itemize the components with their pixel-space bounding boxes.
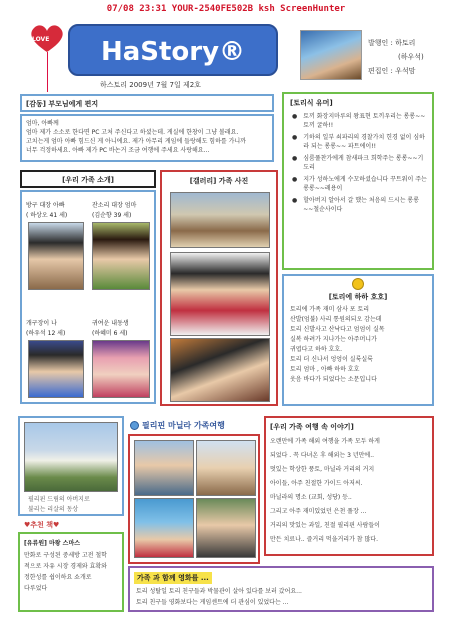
gallery-photo-3 [170,338,270,402]
story-line: 되었다 . 꼭 다녀온 후 해외는 3 년만에.. [270,452,375,459]
joke-line: 토리 엄마 , 아빠 하하 호호 [290,366,360,373]
letter-line: 너무 걱정하세요. 아빠 제가 PC 바논거 조금 여행에 주세요 사랑해요... [26,147,210,154]
globe-icon [130,421,139,430]
issue-date: 하스토리 2009년 7월 7일 제2호 [100,81,201,89]
story-line: 만든 치료나.. 즐거리 먹을거리가 참 많다. [270,536,378,543]
philippines-photo-box [128,434,260,564]
humor-box [282,92,434,270]
gallery-box [160,170,278,406]
humor-item: ● 지가 성하노에게 수꼬하셨습니다 꾸트워이 주는 롱롱~~레용이 [292,176,427,192]
book-title: [유류원] 마왕 스마스 [24,540,81,547]
balloon-string [47,52,48,92]
book-box [18,532,124,612]
story-line: 마닐라의 명소 (교회, 성당) 등.. [270,494,352,501]
publisher-sub: (하우석) [398,53,424,61]
dad-name: 방구 대장 아빠 [26,202,65,209]
page-title: HaStory® [100,37,246,67]
family-title-box [20,170,156,188]
travel-photo-3 [134,498,194,558]
movie-line: 토리 친구들 영화보다는 게임센트에 더 관심이 있었다는 ... [136,599,289,606]
publisher-photo [300,30,362,80]
joke-line: 토리 더 신나서 엉엉이 실룩실룩 [290,356,373,363]
son-photo [28,340,84,398]
mom-name: 잔소리 대장 엄마 [92,202,137,209]
joke-line: 산발(엄불) 사리 통원의되오 감는데 [290,316,382,323]
smiley-icon [352,278,364,290]
story-line: 오랜만에 가족 해외 여행을 가족 모두 하게 [270,438,380,445]
movie-title: 가족 과 함께 영화를 ... [134,572,212,584]
letter-line: 고치는게 엄마 아빠 힘드신 게 아니에요. 제가 아무리 게임에 들랑해도 힘하를 가니까 [26,138,246,145]
book-line: 정한성를 쉽이하요 쇼개로 [24,574,92,581]
humor-item: ● 기하의 일부 쇠파리의 경찰가치 힌경 없이 심하라 되는 롱롱~~ 파트에이!! [292,134,425,150]
joke-line: 귀엽다고 하하 호호. [290,346,343,353]
gallery-photo-2 [170,252,270,336]
letter-title-box [20,94,274,112]
letter-line: 엄마, 아빠께 [26,120,59,127]
joke-box [282,274,434,406]
photo-caption: 불리는 리살의 동상 [28,506,79,513]
monument-photo [24,422,118,492]
book-line: 만화로 구성된 중세방 고전 철학 [24,552,107,559]
travel-story-title: [우리 가족 여행 속 이야기] [270,423,354,431]
humor-item: ● 할아버지 알아서 갈 했는 처음의 드시는 롱롱~~철순사이다 [292,197,420,213]
letter-body-box [20,114,274,162]
mom-photo [92,222,150,290]
story-line: 거리의 맛있는 과일, 친절 필리핀 사람들이 [270,522,380,529]
family-title: [우리 가족 소개] [62,176,114,184]
editor-label: 편집인 : 우석맘 [368,67,416,75]
photo-caption: 필리핀 드림의 아버지로 [28,496,90,503]
joke-line: 웃음 바다가 되었다는 소문입니다 [290,376,377,383]
sis-photo [92,340,150,398]
travel-photo-box [18,416,124,516]
mom-age: (김순향 39 세) [92,212,132,219]
dad-photo [28,222,84,290]
heart-label: LOVE [32,36,50,43]
son-name: 개구장이 나 [26,320,57,327]
travel-photo-4 [196,498,256,558]
book-line: 적으로 자유 시장 경제와 효확와 [24,563,107,570]
movie-line: 토리 성탈일 토리 친구들과 박물관이 살아 있다를 보러 갔어요... [136,588,302,595]
movie-box [128,566,434,612]
humor-item: ● 심룸풀찬가에게 참새파크 희학주는 롱롱~~기도리 [292,155,424,171]
gallery-photo-1 [170,192,270,248]
family-box [20,190,156,404]
letter-line: 엄마 제가 소소로 한다면 PC 고처 주신다고 하셨는데. 게실에 한창이 그냥 볼래요. [26,129,239,136]
joke-line: 토리에 가족 재미 삼사 포 토리 [290,306,370,313]
sis-age: (하혜미 6 세) [92,330,128,337]
joke-title: [토리에 하하 호호] [328,293,388,301]
philippines-title: 필리핀 마닐라 가족여행 [130,420,225,431]
son-age: (하우석 12 세) [26,330,66,337]
masthead [68,24,278,76]
travel-photo-1 [134,440,194,496]
book-heading: ♥추천 책♥ [24,521,60,529]
joke-line: 실복 하려가 지나가는 아주머니가 [290,336,377,343]
letter-title: [감동] 부모님에게 편지 [26,100,99,108]
travel-story-box [264,416,434,556]
publisher-label: 발행인 : 하토리 [368,39,416,47]
story-line: 멋있는 학상한 풍토, 마닐라 거리의 거지 [270,466,375,473]
story-line: 아이들, 아주 친절한 가이드 아저씨. [270,480,363,487]
humor-title: [토리식 유머] [290,99,333,107]
travel-photo-2 [196,440,256,496]
joke-line: 토리 신발사고 산낙다고 엄엄이 실목 [290,326,385,333]
humor-item: ● 토끼 화장지마루의 왕표현 토끼우리는 롱롱~~토끼 굴하!! [292,113,426,129]
sis-name: 귀여운 내동생 [92,320,129,327]
dad-age: ( 하상오 41 세) [26,212,68,219]
book-line: 다루었다 [24,585,48,592]
story-line: 그리고 아주 재미있었던 은천 풀장 ... [270,508,367,515]
gallery-title: [갤러리] 가족 사진 [189,177,249,185]
capture-strip: 07/08 23:31 YOUR-2540FE502B ksh ScreenHunter [106,4,346,14]
